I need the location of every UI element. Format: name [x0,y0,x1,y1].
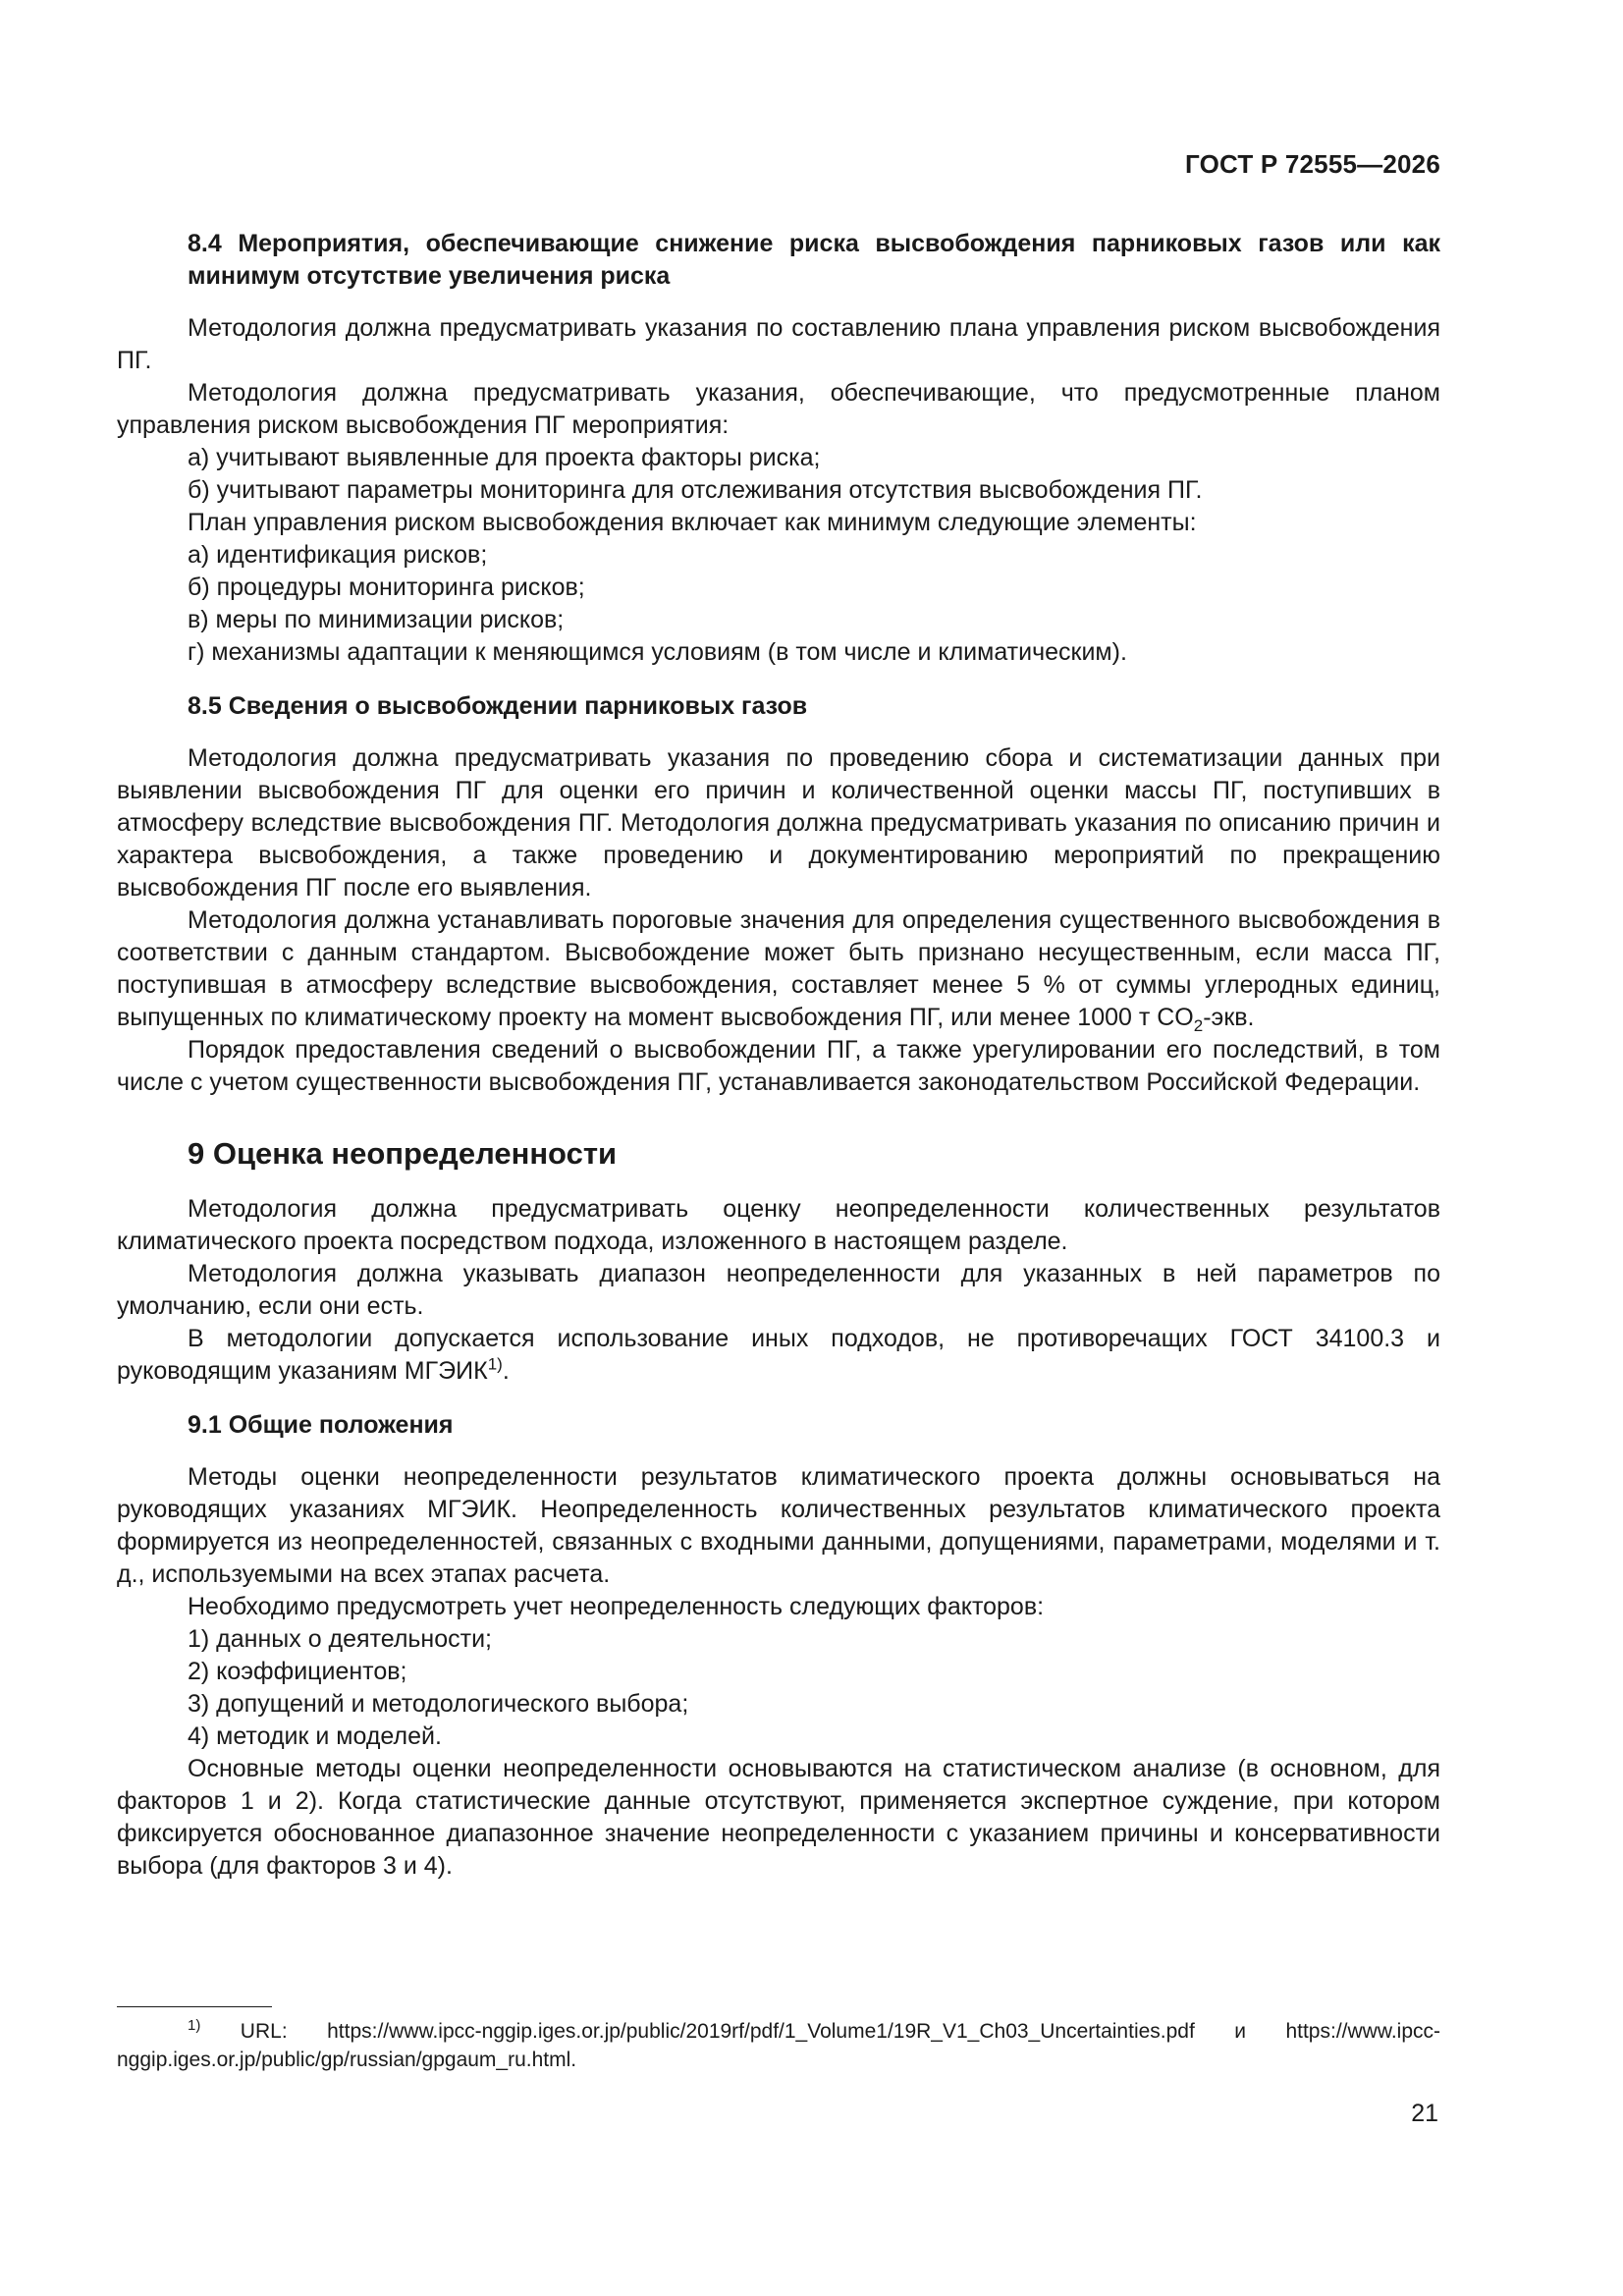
list-item: б) учитывают параметры мониторинга для отслеживания отсутствия высвобождения ПГ. [188,476,1203,504]
footnote-reference[interactable]: 1) [487,1354,503,1374]
list-item: 2) коэффициентов; [188,1658,407,1685]
paragraph: Методы оценки неопределенности результатов климатического проекта должны основываться на руководящих указаниях МГЭИК. Неопределенность количественных результатов климатического проекта формируется из неопределенностей, связанных с входными данными, допущениями, параметрами, моделями и т. д., используемыми на всех этапах расчета. [117,1463,1440,1588]
list-item: 3) допущений и методологического выбора; [188,1690,689,1718]
list-item: в) меры по минимизации рисков; [188,606,565,633]
paragraph-text: -экв. [1203,1004,1255,1031]
paragraph: Основные методы оценки неопределенности основываются на статистическом анализе (в основном, для факторов 1 и 2). Когда статистические данные отсутствуют, применяется экспертное суждение, при котором фиксируется обоснованное диапазонное значение неопределенности с указанием причины и консервативности выбора (для факторов 3 и 4). [117,1755,1440,1880]
footnote-separator [117,2006,272,2007]
page-number: 21 [1411,2100,1438,2127]
paragraph-text: Методология должна устанавливать пороговые значения для определения существенного высвобождения в соответствии с данным стандартом. Высвобождение может быть признано несущественным, если масса ПГ, поступившая в атмосферу вследствие высвобождения, составляет менее 5 % от суммы углеродных единиц, выпущенных по климатическому проекту на момент высвобождения ПГ, или менее 1000 т CO [117,906,1440,1031]
list-item: а) идентификация рисков; [188,541,488,569]
footnote-mark: 1) [188,2017,201,2034]
section-9-1-heading: 9.1 Общие положения [188,1411,454,1439]
paragraph: План управления риском высвобождения включает как минимум следующие элементы: [188,509,1197,536]
footnote-text: URL: https://www.ipcc-nggip.iges.or.jp/public/2019rf/pdf/1_Volume1/19R_V1_Ch03_Uncertainties.pdf и https://www.ipcc-nggip.iges.or.jp/public/gp/russian/gpgaum_ru.html. [117,2020,1440,2071]
list-item: б) процедуры мониторинга рисков; [188,574,585,601]
section-8-5-heading: 8.5 Сведения о высвобождении парниковых газов [188,692,808,720]
list-item: 1) данных о деятельности; [188,1625,492,1653]
document-designation: ГОСТ Р 72555—2026 [1185,149,1440,179]
page-body [117,228,1440,1883]
list-item: г) механизмы адаптации к меняющимся условиям (в том числе и климатическим). [188,638,1127,666]
paragraph: Методология должна указывать диапазон неопределенности для указанных в ней параметров по умолчанию, если они есть. [117,1260,1440,1320]
paragraph: Порядок предоставления сведений о высвобождении ПГ, а также урегулировании его последствий, в том числе с учетом существенности высвобождения ПГ, устанавливается законодательством Российской Федерации. [117,1036,1440,1096]
list-item: а) учитывают выявленные для проекта факторы риска; [188,444,821,471]
paragraph-text: В методологии допускается использование иных подходов, не противоречащих ГОСТ 34100.3 и руководящим указаниям МГЭИК [117,1325,1440,1385]
paragraph [117,904,1440,1034]
paragraph: Необходимо предусмотреть учет неопределенность следующих факторов: [188,1593,1045,1620]
paragraph: Методология должна предусматривать оценку неопределенности количественных результатов климатического проекта посредством подхода, изложенного в настоящем разделе. [117,1195,1440,1255]
section-8-4-heading: 8.4 Мероприятия, обеспечивающие снижение риска высвобождения парниковых газов или как минимум отсутствие увеличения риска [188,230,1440,290]
list-item: 4) методик и моделей. [188,1722,442,1750]
paragraph: Методология должна предусматривать указания по проведению сбора и систематизации данных при выявлении высвобождения ПГ для оценки его причин и количественной оценки массы ПГ, поступивших в атмосферу вследствие высвобождения ПГ. Методология должна предусматривать указания по описанию причин и характера высвобождения, а также проведению и документированию мероприятий по прекращению высвобождения ПГ после его выявления. [117,744,1440,902]
footnote [117,2017,1440,2074]
paragraph: Методология должна предусматривать указания, обеспечивающие, что предусмотренные планом управления риском высвобождения ПГ мероприятия: [117,379,1440,439]
section-9-heading: 9 Оценка неопределенности [188,1136,618,1171]
paragraph-text: . [502,1357,510,1385]
paragraph: Методология должна предусматривать указания по составлению плана управления риском высвобождения ПГ. [117,314,1440,374]
paragraph [117,1323,1440,1388]
subscript: 2 [1193,1016,1204,1035]
